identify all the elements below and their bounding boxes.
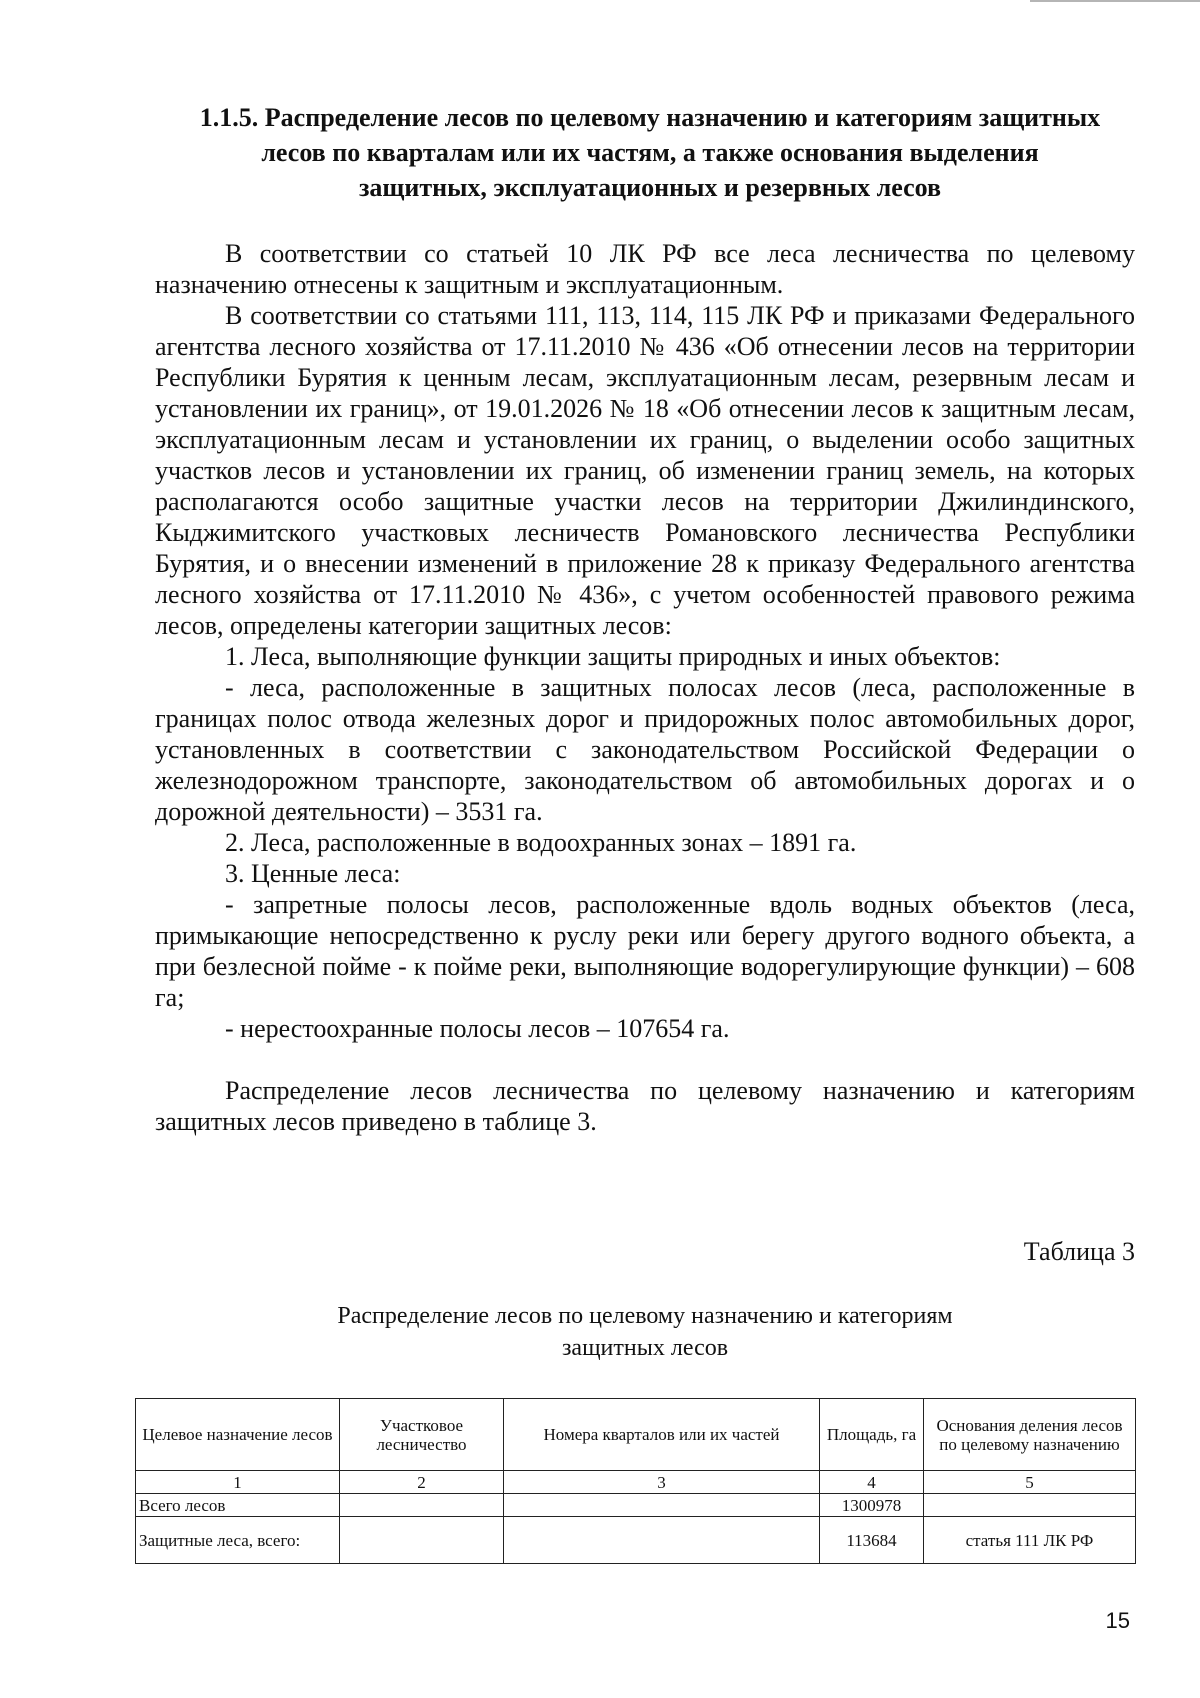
cell-purpose: Защитные леса, всего: xyxy=(136,1517,340,1564)
body-text xyxy=(155,238,1135,1137)
cell-forestry xyxy=(340,1494,504,1517)
table-title-line-1: Распределение лесов по целевому назначению и категориям xyxy=(337,1303,953,1329)
paragraph-category-3: 3. Ценные леса: xyxy=(225,859,401,888)
section-heading-line-3: защитных, эксплуатационных и резервных лесов xyxy=(358,173,942,202)
paragraph-category-1: 1. Леса, выполняющие функции защиты природных и иных объектов: xyxy=(225,642,1001,671)
table-title xyxy=(155,1300,1135,1364)
table-row xyxy=(136,1494,1136,1517)
table-title-line-2: защитных лесов xyxy=(561,1335,729,1361)
table-label: Таблица 3 xyxy=(1023,1237,1135,1266)
cell-basis xyxy=(924,1494,1136,1517)
section-heading xyxy=(155,100,1145,205)
paragraph-article-10: В соответствии со статьей 10 ЛК РФ все леса лесничества по целевому назначению отнесены к защитным и эксплуатационным. xyxy=(155,239,1135,299)
cell-area: 113684 xyxy=(820,1517,924,1564)
header-forestry: Участковое лесничество xyxy=(340,1399,504,1471)
cell-quarters xyxy=(504,1517,820,1564)
page-number: 15 xyxy=(1105,1608,1130,1633)
cell-basis: статья 111 ЛК РФ xyxy=(924,1517,1136,1564)
paragraph-category-2: 2. Леса, расположенные в водоохранных зонах – 1891 га. xyxy=(225,828,857,857)
cell-forestry xyxy=(340,1517,504,1564)
paragraph-protective-strips: - леса, расположенные в защитных полосах лесов (леса, расположенные в границах полос отвода железных дорог и придорожных полос автомобильных дорог, установленных в соответствии с законодательством Российской Федерации о железнодорожном транспорте, законодательством об автомобильных дорогах и о дорожной деятельности) – 3531 га. xyxy=(155,673,1135,826)
paragraph-orders: В соответствии со статьями 111, 113, 114, 115 ЛК РФ и приказами Федерального агентства лесного хозяйства от 17.11.2010 № 436 «Об отнесении лесов на территории Республики Бурятия к ценным лесам, эксплуатационным лесам, резервным лесам и установлении их границ», от 19.01.2026 № 18 «Об отнесении лесов к защитным лесам, эксплуатационным лесам и установлении их границ, о выделении особо защитных участков лесов и установлении их границ, об изменении границ земель, на которых располагаются особо защитные участки лесов на территории Джилиндинского, Кыджимитского участковых лесничеств Романовского лесничества Республики Бурятия, и о внесении изменений в приложение 28 к приказу Федерального агентства лесного хозяйства от 17.11.2010 № 436», с учетом особенностей правового режима лесов, определены категории защитных лесов: xyxy=(155,301,1135,640)
forest-distribution-table xyxy=(135,1398,1136,1564)
header-quarters: Номера кварталов или их частей xyxy=(504,1399,820,1471)
section-heading-line-2: лесов по кварталам или их частям, а также основания выделения xyxy=(261,138,1039,167)
table-header-row xyxy=(136,1399,1136,1471)
column-number: 5 xyxy=(924,1471,1136,1494)
column-number: 1 xyxy=(136,1471,340,1494)
cell-quarters xyxy=(504,1494,820,1517)
column-number: 2 xyxy=(340,1471,504,1494)
paragraph-forbidden-strips: - запретные полосы лесов, расположенные вдоль водных объектов (леса, примыкающие непосредственно к руслу реки или берегу другого водного объекта, а при безлесной пойме - к пойме реки, выполняющие водорегулирующие функции) – 608 га; xyxy=(155,890,1135,1012)
paragraph-spawning-strips: - нерестоохранные полосы лесов – 107654 га. xyxy=(225,1014,730,1043)
table-row xyxy=(136,1517,1136,1564)
header-purpose: Целевое назначение лесов xyxy=(136,1399,340,1471)
column-number: 4 xyxy=(820,1471,924,1494)
column-number: 3 xyxy=(504,1471,820,1494)
table-column-numbers-row xyxy=(136,1471,1136,1494)
header-area: Площадь, га xyxy=(820,1399,924,1471)
cell-area: 1300978 xyxy=(820,1494,924,1517)
scan-edge-line xyxy=(1030,0,1200,2)
paragraph-table-reference: Распределение лесов лесничества по целевому назначению и категориям защитных лесов приведено в таблице 3. xyxy=(155,1076,1135,1136)
header-basis: Основания деления лесов по целевому назначению xyxy=(924,1399,1136,1471)
cell-purpose: Всего лесов xyxy=(136,1494,340,1517)
section-heading-line-1: 1.1.5. Распределение лесов по целевому назначению и категориям защитных xyxy=(199,103,1101,132)
